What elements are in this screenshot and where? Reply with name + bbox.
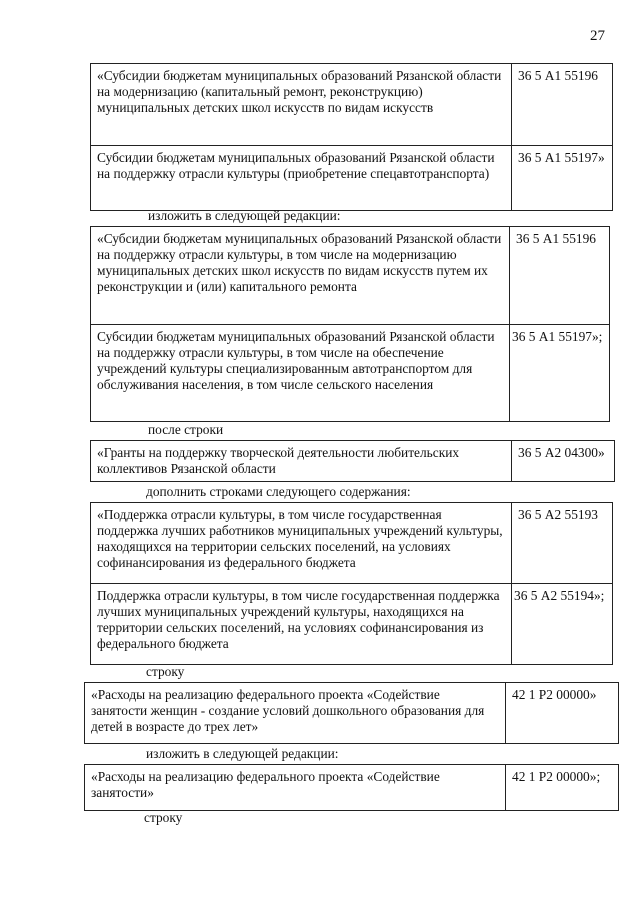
table-row — [85, 683, 600, 743]
row-description: Субсидии бюджетам муниципальных образований Рязанской области на поддержку отрасли культуры, в том числе на обеспечение учреждений культуры специализированным автотранспортом для обслуживания населения, в том числе сельского населения — [91, 325, 510, 421]
table-row — [91, 503, 612, 583]
table-row — [91, 145, 612, 210]
table-row — [91, 583, 612, 664]
row-code: 36 5 А2 55193 — [518, 507, 598, 522]
row-code: 36 5 А1 55196 — [516, 231, 596, 246]
row-description: «Субсидии бюджетам муниципальных образований Рязанской области на поддержку отрасли культуры, в том числе на модернизацию муниципальных детских школ искусств по видам искусств путем их реконструкции и (или) капитального ремонта — [91, 227, 510, 324]
row-description: Субсидии бюджетам муниципальных образований Рязанской области на поддержку отрасли культуры (приобретение спецавтотранспорта) — [91, 146, 512, 210]
row-code: 42 1 Р2 00000»; — [512, 769, 601, 784]
row-description: «Поддержка отрасли культуры, в том числе государственная поддержка лучших работников муниципальных учреждений культуры, находящихся на территории сельских поселений, на условиях софинансирования из федерального бюджета — [91, 503, 512, 583]
table-block-4 — [90, 502, 613, 665]
table-block-2 — [90, 226, 610, 422]
table-row — [91, 441, 609, 481]
row-code: 36 5 А1 55197»; — [512, 329, 603, 344]
instruction-text: строку — [144, 810, 183, 825]
row-description: Поддержка отрасли культуры, в том числе государственная поддержка лучших муниципальных учреждений культуры, находящихся на территории сельских поселений, на условиях софинансирования из федерального бюджета — [91, 584, 512, 664]
instruction-text: изложить в следующей редакции: — [148, 208, 341, 223]
table-block-3 — [90, 440, 615, 482]
row-code: 36 5 А2 55194»; — [514, 588, 605, 603]
row-description: «Расходы на реализацию федерального проекта «Содействие занятости женщин - создание условий дошкольного образования для детей в возрасте до трех лет» — [85, 683, 506, 743]
table-row — [85, 765, 604, 810]
table-row — [91, 324, 609, 421]
row-description: «Гранты на поддержку творческой деятельности любительских коллективов Рязанской области — [91, 441, 512, 481]
instruction-text: после строки — [148, 422, 224, 437]
table-row — [91, 64, 612, 145]
row-code: 42 1 Р2 00000» — [512, 687, 597, 702]
table-block-6 — [84, 764, 619, 811]
row-description: «Субсидии бюджетам муниципальных образований Рязанской области на модернизацию (капитальный ремонт, реконструкцию) муниципальных детских школ искусств по видам искусств — [91, 64, 512, 145]
table-row — [91, 227, 609, 324]
row-code: 36 5 А1 55197» — [518, 150, 605, 165]
page-number: 27 — [590, 28, 605, 44]
instruction-text: строку — [146, 664, 185, 679]
table-block-5 — [84, 682, 619, 744]
instruction-text: изложить в следующей редакции: — [146, 746, 339, 761]
instruction-text: дополнить строками следующего содержания: — [146, 484, 411, 499]
table-block-1 — [90, 63, 613, 211]
row-code: 36 5 А1 55196 — [518, 68, 598, 83]
row-description: «Расходы на реализацию федерального проекта «Содействие занятости» — [85, 765, 506, 810]
row-code: 36 5 А2 04300» — [518, 445, 605, 460]
